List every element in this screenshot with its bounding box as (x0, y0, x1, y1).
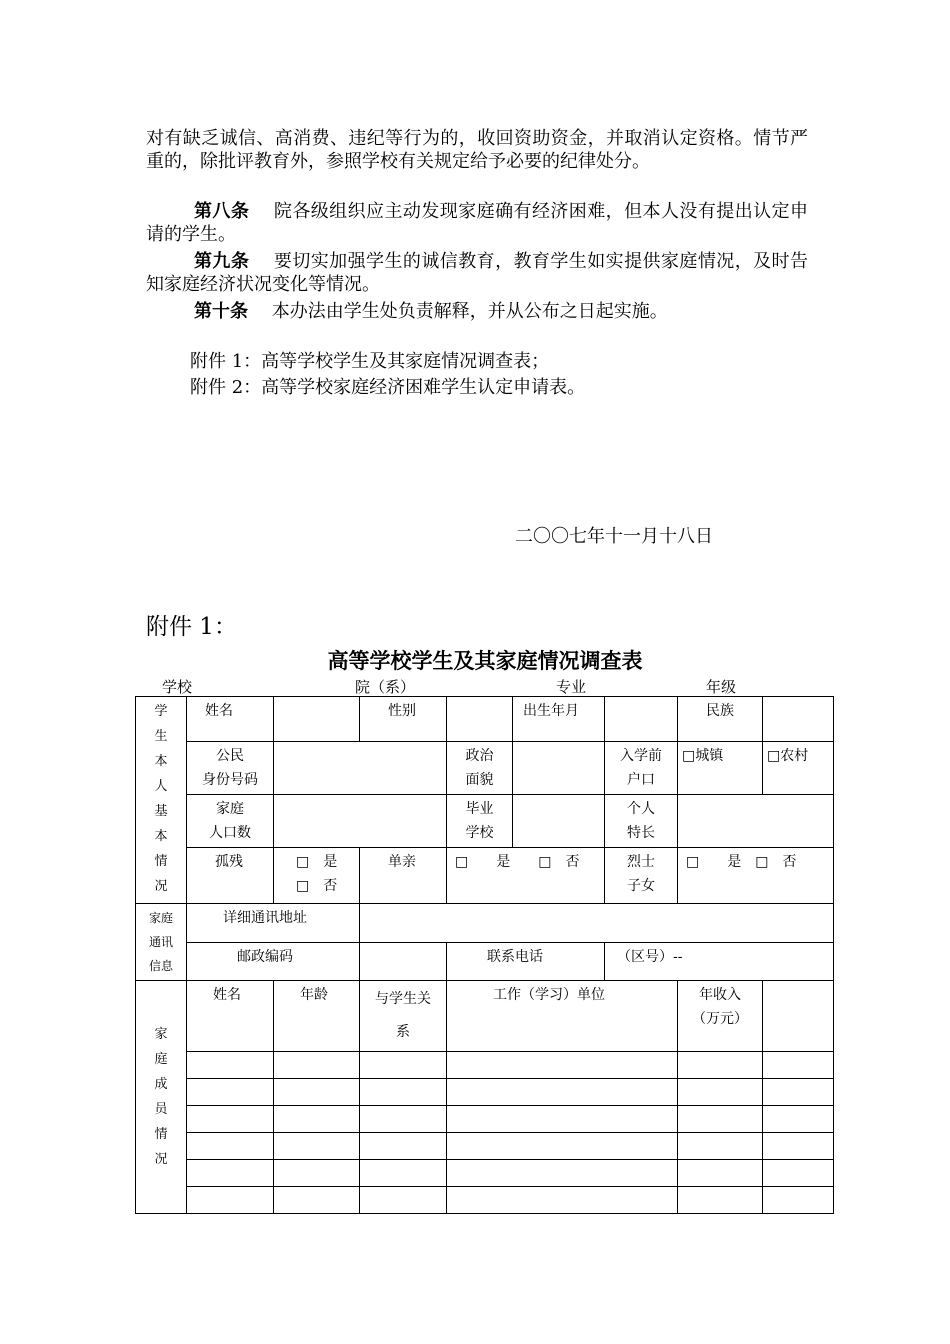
table-row (136, 1079, 834, 1106)
article-9-label: 第九条 (194, 251, 250, 272)
member-work-header: 工作（学习）单位 (447, 981, 678, 1052)
orphan-label: 孤残 (187, 848, 274, 904)
attachment-line-2: 附件 2：高等学校家庭经济困难学生认定申请表。 (190, 377, 586, 398)
id-number-label: 公民 身份号码 (187, 742, 274, 795)
table-row (136, 1187, 834, 1214)
political-label: 政治 面貌 (447, 742, 513, 795)
table-row (136, 1133, 834, 1160)
form-title: 高等学校学生及其家庭情况调查表 (327, 649, 643, 673)
gender-label: 性别 (360, 697, 447, 742)
address-field[interactable] (360, 904, 834, 943)
phone-field[interactable]: （区号）-- (605, 942, 834, 981)
ethnicity-label: 民族 (678, 697, 763, 742)
section-family-label: 家庭成员情况 (136, 981, 187, 1214)
political-field[interactable] (513, 742, 605, 795)
graduated-school-field[interactable] (513, 795, 605, 848)
postcode-field[interactable] (360, 942, 447, 981)
table-row (136, 1160, 834, 1187)
member-income-header: 年收入 （万元） (678, 981, 763, 1052)
single-parent-label: 单亲 (360, 848, 447, 904)
orphan-options[interactable] (274, 848, 360, 904)
orphan-yes-checkbox[interactable]: □ 是 (296, 854, 338, 870)
table-row (136, 1106, 834, 1133)
orphan-no-checkbox[interactable]: □ 否 (296, 878, 338, 894)
id-number-field[interactable] (274, 742, 447, 795)
article-10-label: 第十条 (194, 301, 248, 322)
article-8-label: 第八条 (194, 201, 250, 222)
address-label: 详细通讯地址 (187, 904, 360, 943)
hukou-urban-checkbox[interactable]: □城镇 (678, 742, 763, 795)
birth-field[interactable] (605, 697, 678, 742)
graduated-school-label: 毕业 学校 (447, 795, 513, 848)
family-size-label: 家庭 人口数 (187, 795, 274, 848)
article-8 (146, 200, 808, 246)
paragraph-1: 对有缺乏诚信、高消费、违纪等行为的，收回资助资金，并取消认定资格。情节严重的，除批评教育外，参照学校有关规定给予必要的纪律处分。 (146, 128, 808, 172)
single-parent-options[interactable]: □ 是 □ 否 (447, 848, 605, 904)
hukou-rural-checkbox[interactable]: □农村 (763, 742, 834, 795)
attachment-label: 附件 1： (146, 614, 237, 640)
hukou-label: 入学前 户口 (605, 742, 678, 795)
postcode-label: 邮政编码 (187, 942, 360, 981)
section-contact-label: 家庭通讯信息 (136, 904, 187, 981)
article-10 (146, 300, 808, 323)
survey-form-table (135, 696, 834, 1214)
article-9-text: 要切实加强学生的诚信教育，教育学生如实提供家庭情况，及时告知家庭经济状况变化等情况。 (146, 251, 808, 295)
gender-field[interactable] (447, 697, 513, 742)
section-student-label: 学生本人基本情况 (136, 697, 187, 904)
family-size-field[interactable] (274, 795, 447, 848)
name-field[interactable] (274, 697, 360, 742)
table-row (136, 1052, 834, 1079)
header-school: 学校 (162, 678, 193, 696)
martyr-child-options[interactable]: □ 是 □ 否 (678, 848, 834, 904)
member-age-header: 年龄 (274, 981, 360, 1052)
article-9 (146, 250, 808, 296)
member-relation-header: 与学生关 系 (360, 981, 447, 1052)
name-label: 姓名 (187, 697, 274, 742)
skill-field[interactable] (678, 795, 834, 848)
birth-label: 出生年月 (513, 697, 605, 742)
phone-label: 联系电话 (447, 942, 605, 981)
document-date: 二〇〇七年十一月十八日 (515, 526, 713, 547)
header-major: 专业 (556, 678, 587, 696)
header-dept: 院（系） (355, 678, 416, 696)
martyr-child-label: 烈士 子女 (605, 848, 678, 904)
article-10-text: 本办法由学生处负责解释，并从公布之日起实施。 (271, 301, 668, 322)
header-grade: 年级 (706, 678, 737, 696)
skill-label: 个人 特长 (605, 795, 678, 848)
attachment-line-1: 附件 1：高等学校学生及其家庭情况调查表； (190, 351, 550, 372)
member-name-header: 姓名 (187, 981, 274, 1052)
ethnicity-field[interactable] (763, 697, 834, 742)
article-8-text: 院各级组织应主动发现家庭确有经济困难，但本人没有提出认定申请的学生。 (146, 201, 808, 245)
member-extra-header (763, 981, 834, 1052)
